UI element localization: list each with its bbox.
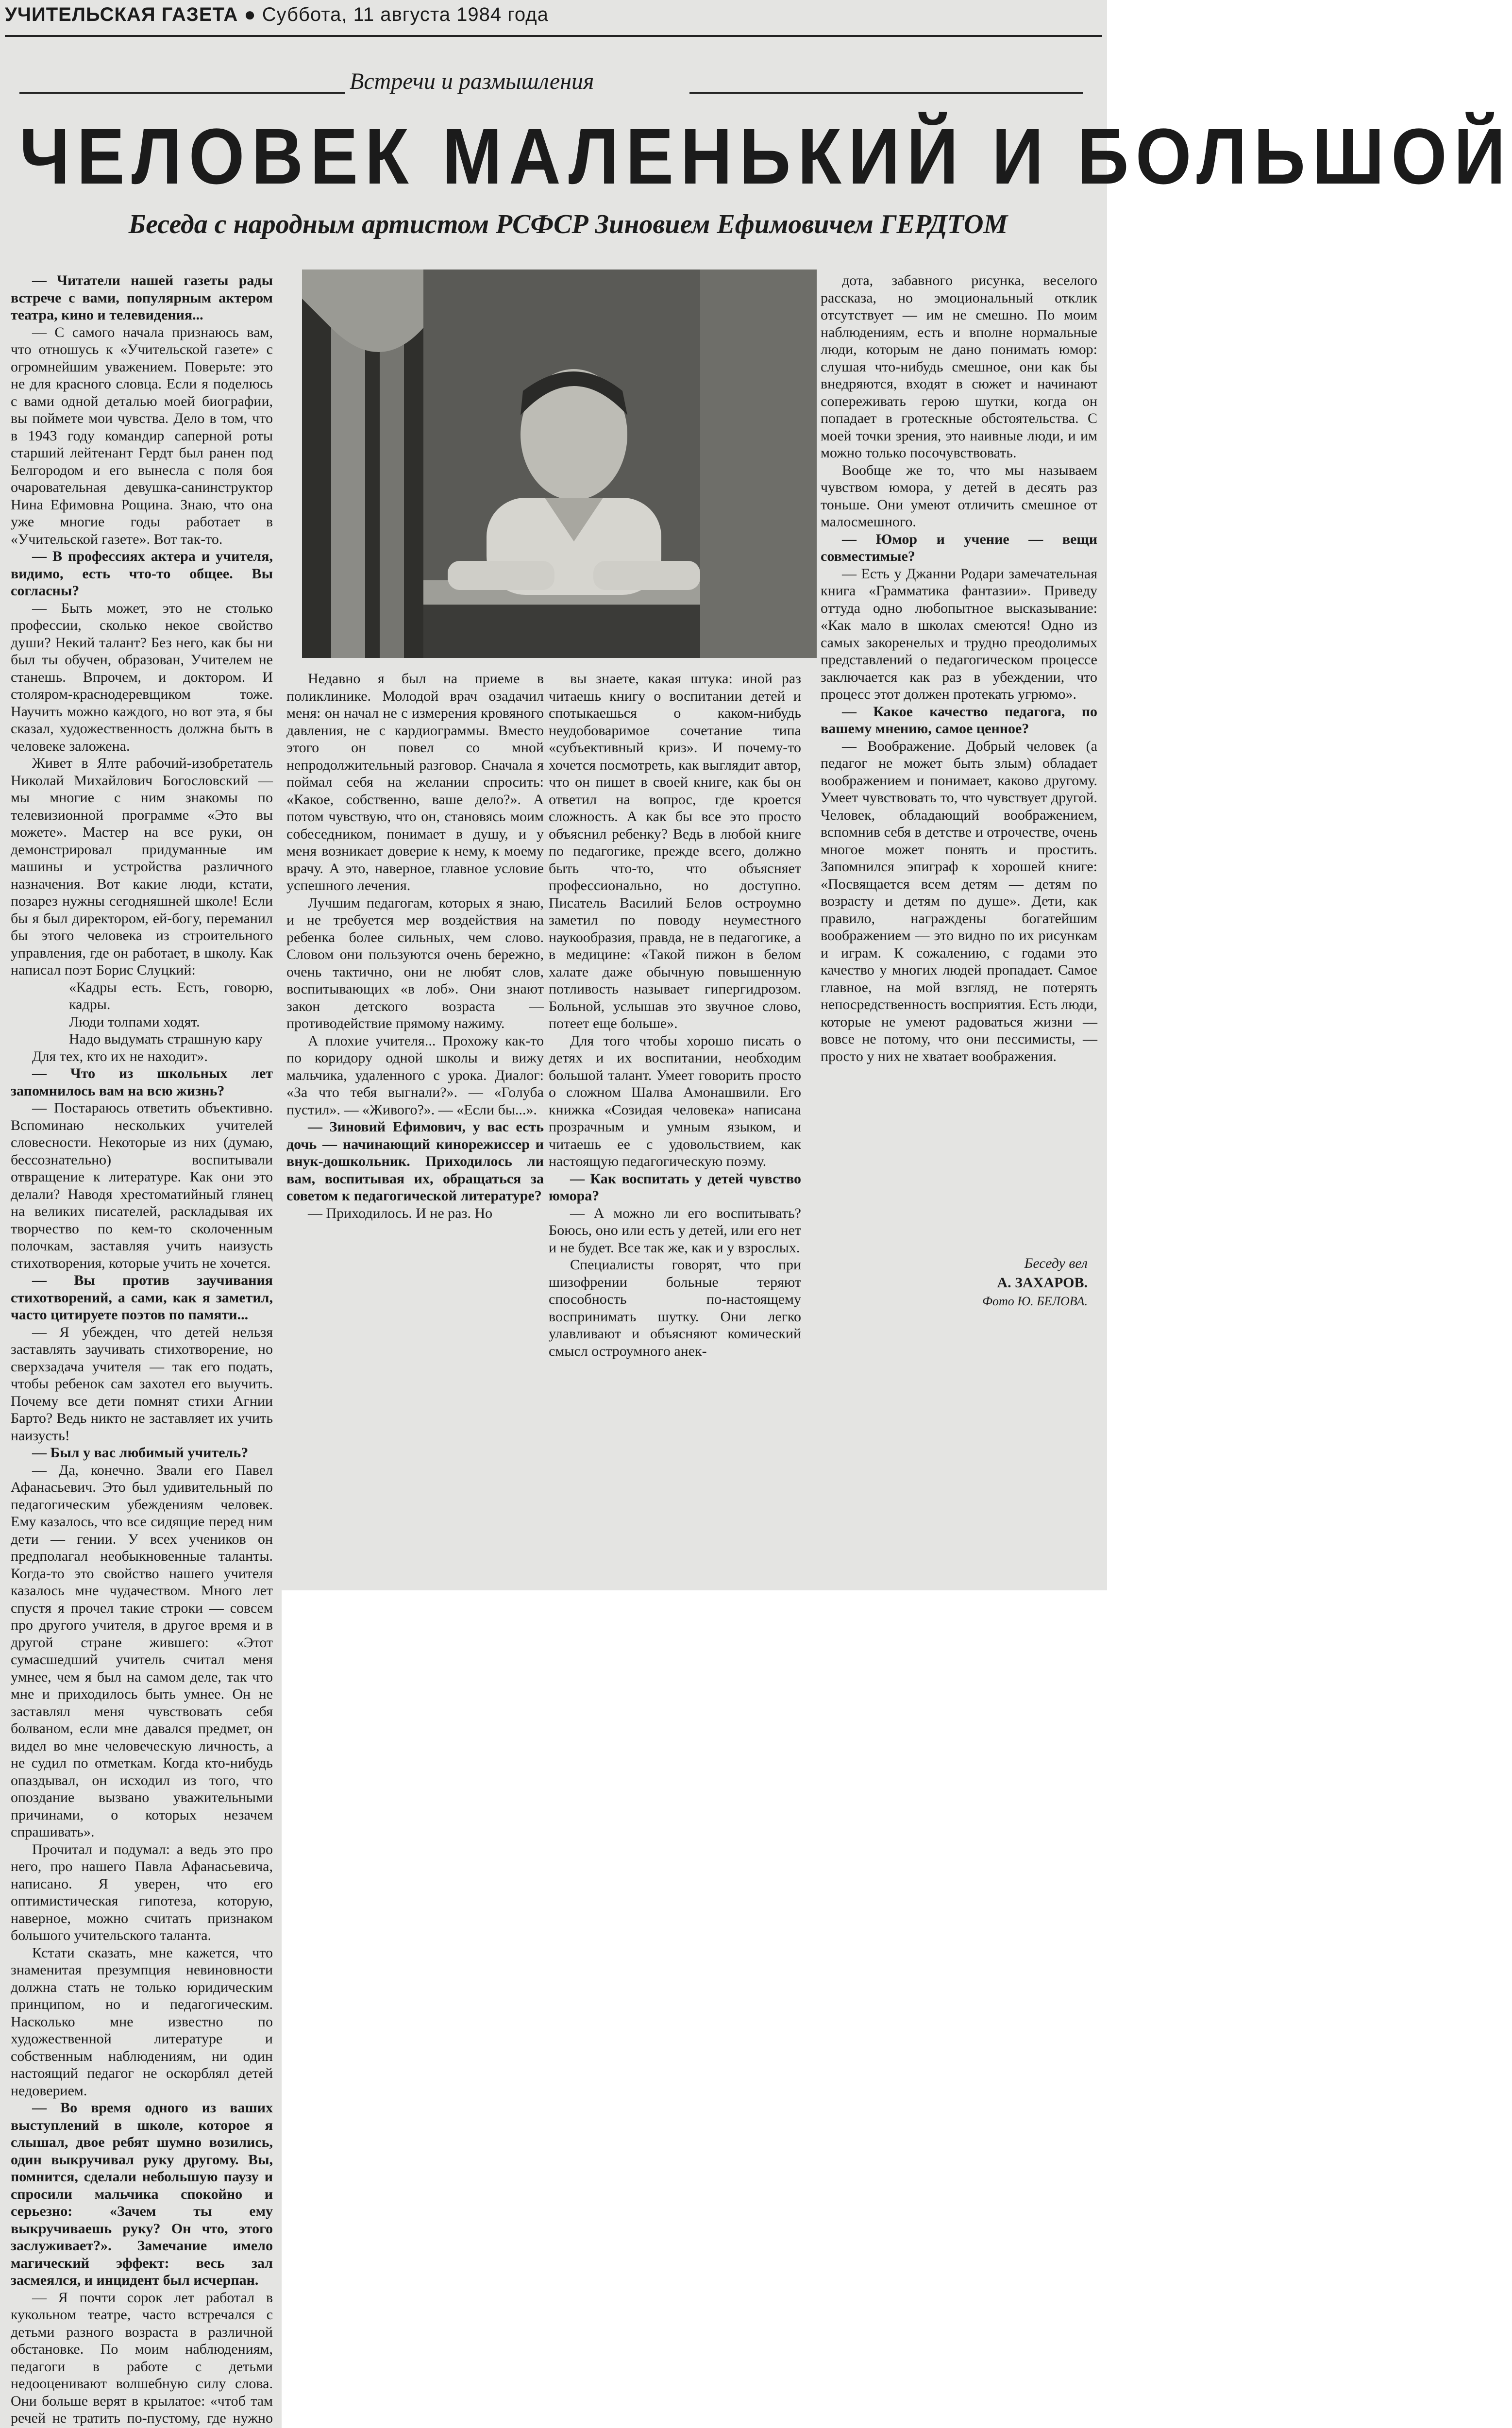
issue-date: Суббота, 11 августа 1984 года: [262, 4, 549, 25]
interview-question: — Что из школьных лет запомнилось вам на всю жизнь?: [11, 1065, 273, 1099]
article-paragraph: — Приходилось. И не раз. Но: [308, 1205, 493, 1221]
article-paragraph: Для тех, кто их не находит».: [32, 1048, 208, 1064]
article-paragraph: Живет в Ялте рабочий-изобретатель Николай Михайлович Богословский — мы многие с ним знакомы по телевизионной программе «Это вы можете». Мастер на все руки, он демонстрировал придуманные им машины и устройства различного назначения. Вот какие люди, кстати, позарез нужны сегодняшней школе! Если бы я был директором, ей-богу, переманил бы этого человека из строительного управления, где он работает, в школу. Как написал поэт Борис Слуцкий:: [11, 755, 273, 978]
interview-question: — Вы против заучивания стихотворений, а сами, как я заметил, часто цитируете поэтов по памяти...: [11, 1272, 273, 1323]
interview-question: — Зиновий Ефимович, у вас есть дочь — начинающий кинорежиссер и внук-дошкольник. Приходилось ли вам, воспитывая их, обращаться за советом к педагогической литературе?: [286, 1119, 544, 1204]
interview-question: — Читатели нашей газеты рады встрече с вами, популярным актером театра, кино и телевидения...: [11, 272, 273, 323]
article-paragraph: Для того чтобы хорошо писать о детях и их воспитании, необходим большой талант. Умеет говорить просто о сложном Шалва Амонашвили. Его книжка «Созидая человека» написана прозрачным и умным языком, и читаешь ее с удовольствием, как настоящую педагогическую поэму.: [549, 1032, 801, 1169]
article-paragraph: — Да, конечно. Звали его Павел Афанасьевич. Это был удивительный по педагогическим убеждениям человек. Ему казалось, что все сидящие перед ним дети — гении. У всех учеников он предполагал необыкновенные таланты. Когда-то это свойство нашего учителя казалось мне чудачеством. Много лет спустя я прочел такие строки — совсем про другого учителя, в другое время и в другой стране жившего: «Этот сумасшедший учитель считал меня умнее, чем я был на самом деле, так что мне и приходилось быть умнее. Он не заставлял меня чувствовать себя болваном, если мне давался предмет, он видел во мне человеческую личность, а не судил по отметкам. Когда кто-нибудь опаздывал, он исходил из того, что опоздание вызвано уважительными причинами, о которых незачем спрашивать».: [11, 1462, 273, 1840]
masthead-line: [5, 4, 549, 26]
headline: ЧЕЛОВЕК МАЛЕНЬКИЙ И БОЛЬШОЙ: [19, 112, 1512, 201]
article-paragraph: Прочитал и подумал: а ведь это про него, про нашего Павла Афанасьевича, написано. Я уверен, что его оптимистическая гипотеза, которую, наверное, можно считать признаком большого учительского таланта.: [11, 1841, 273, 1943]
portrait-photo-image: [302, 270, 817, 658]
subtitle: Беседа с народным артистом РСФСР Зиновием Ефимовичем ГЕРДТОМ: [128, 209, 1008, 239]
poem-line: Люди толпами ходят.: [69, 1013, 200, 1030]
masthead-bullet: ●: [244, 4, 256, 25]
signature-author: А. ЗАХАРОВ.: [997, 1275, 1088, 1291]
interview-question: — Юмор и учение — вещи совместимые?: [821, 531, 1097, 564]
article-paragraph: — Воображение. Добрый человек (а педагог не может быть злым) обладает воображением и понимает, каково другому. Умеет чувствовать то, что чувствует другой. Человек, обладающий воображением, вспомнив себя в детстве и отрочестве, очень многое может понять и простить. Запомнился эпиграф к хорошей книге: «Посвящается всем детям — детям по возрасту и детям по душе». Дети, как правило, награждены богатейшим воображением — это видно по их рисункам и играм. К сожалению, с годами это качество у многих людей пропадает. Самое главное, на мой взгляд, не потерять непосредственность восприятия. Есть люди, которые не умеют радоваться жизни — вовсе не потому, что они пессимисты, — просто у них не хватает воображения.: [821, 738, 1097, 1064]
interview-question: — Как воспитать у детей чувство юмора?: [549, 1170, 801, 1204]
masthead: УЧИТЕЛЬСКАЯ ГАЗЕТА: [5, 4, 238, 25]
article-paragraph: Специалисты говорят, что при шизофрении больные теряют способность по-настоящему воспринимать шутку. Они легко улавливают и объясняют комический смысл остроумного анек-: [549, 1257, 801, 1359]
interview-question: — В профессиях актера и учителя, видимо, есть что-то общее. Вы согласны?: [11, 548, 273, 599]
article-paragraph: вы знаете, какая штука: иной раз читаешь книгу о воспитании детей и спотыкаешься о каком-нибудь неудобоваримое сочетание типа «субъективный криз». И почему-то хочется посмотреть, как выглядит автор, что он пишет в своей книге, как бы он ответил на вопрос, где кроется сложность. А как бы все это просто объяснил ребенку? Ведь в любой книге по педагогике, прежде всего, должно быть что-то, что объясняет профессионально, но доступно. Писатель Василий Белов остроумно заметил по поводу неуместного наукообразия, правда, не в педагогике, а в медицине: «Такой пижон в белом халате даже обычную повышенную потливость называет гипергидрозом. Больной, услышав это звучное слово, потеет еще больше».: [549, 671, 801, 1031]
article-paragraph: Лучшим педагогам, которых я знаю, и не требуется мер воздействия на ребенка более сильных, чем слово. Словом они пользуются очень бережно, очень тактично, они не любят слов, воспитывающих «в лоб». Они знают закон детского возраста — противодействие прямому нажиму.: [286, 894, 544, 1031]
article-column-3: [549, 670, 801, 1583]
photo-credit: Фото Ю. БЕЛОВА.: [982, 1294, 1088, 1308]
article-paragraph: — Постараюсь ответить объективно. Вспоминаю нескольких учителей словесности. Некоторые из них (думаю, бессознательно) воспитывали отвращение к литературе. Как они это делали? Наводя хрестоматийный глянец на великих писателей, раскладывая их творчество по кем-то сколоченным полочкам, заставляя учить наизусть стихотворения, которые учить не хочется.: [11, 1100, 273, 1271]
article-paragraph: — А можно ли его воспитывать? Боюсь, оно или есть у детей, или его нет и не будет. Все так же, как и у взрослых.: [549, 1205, 801, 1256]
article-column-2: [286, 670, 544, 1583]
article-column-1: [11, 272, 273, 2428]
article-paragraph: — Есть у Джанни Родари замечательная книга «Грамматика фантазии». Приведу оттуда одно любопытное высказывание: «Как мало в школах смеются! Одно из самых закоренелых и трудно преодолимых представлений о педагогическом процессе заключается как раз в убеждении, что процесс этот должен протекать угрюмо».: [821, 565, 1097, 702]
interview-question: — Во время одного из ваших выступлений в школе, которое я слышал, двое ребят шумно возились, один выкручивал руку другому. Вы, помнится, сделали небольшую паузу и спросили мальчика спокойно и серьезно: «Зачем ты ему выкручиваешь руку? Он что, этого заслуживает?». Замечание имело магический эффект: весь зал засмеялся, и инцидент был исчерпан.: [11, 2100, 273, 2288]
poem-line: «Кадры есть. Есть, говорю, кадры.: [69, 979, 273, 1012]
article-paragraph: Кстати сказать, мне кажется, что знаменитая презумпция невиновности должна стать не только юридическим принципом, но и педагогическим. Насколько мне известно по художественной литературе и собственным наблюдениям, ни один настоящий педагог не оскорблял детей недоверием.: [11, 1944, 273, 2099]
article-paragraph: дота, забавного рисунка, веселого рассказа, но эмоциональный отклик отсутствует — им не смешно. По моим наблюдениям, есть и вполне нормальные люди, которым не дано понимать юмор: слушая что-нибудь смешное, они как бы внедряются, входят в сюжет и начинают сопереживать герою шутки, когда он попадает в гротескные обстоятельства. С моей точки зрения, это наивные люди, и им можно только посочувствовать.: [821, 272, 1097, 461]
article-paragraph: — Я убежден, что детей нельзя заставлять заучивать стихотворение, но сверхзадача учителя — так его подать, чтобы ребенок сам захотел его выучить. Почему все дети помнят стихи Агнии Барто? Ведь никто не заставляет их учить наизусть!: [11, 1324, 273, 1444]
article-paragraph: А плохие учителя... Прохожу как-то по коридору одной школы и вижу мальчика, удаленного с урока. Диалог: «За что тебя выгнали?». — «Голуба пустил». — «Живого?». — «Если бы...».: [286, 1032, 544, 1118]
rubric-rule-left: [19, 92, 345, 94]
signature-lead: Беседу вел: [1024, 1255, 1088, 1271]
article-paragraph: — С самого начала признаюсь вам, что отношусь к «Учительской газете» с огромнейшим уважением. Поверьте: это не для красного словца. Если я поделюсь с вами одной деталью моей биографии, вы поймете мои чувства. Дело в том, что в 1943 году командир саперной роты старший лейтенант Гердт был ранен под Белгородом и его вынесла с поля боя очаровательная девушка-санинструктор Нина Ефимовна Рощина. Знаю, что она уже многие годы работает в «Учительской газете». Вот так-то.: [11, 324, 273, 547]
masthead-rule: [5, 35, 1102, 37]
portrait-photo: [302, 270, 817, 658]
article-paragraph: — Быть может, это не столько профессии, сколько некое свойство души? Некий талант? Без него, как бы ни был ты обучен, образован, Учителем не станешь. Впрочем, и доктором. И столяром-краснодеревщиком тоже. Научить можно каждого, но вот эта, я бы сказал, художественность должна быть в человеке заложена.: [11, 600, 273, 754]
poem-line: Надо выдумать страшную кару: [69, 1031, 263, 1047]
article-paragraph: Вообще же то, что мы называем чувством юмора, у детей в десять раз тоньше. Они умеют отличить смешное от малосмешного.: [821, 462, 1097, 530]
article-paragraph: — Я почти сорок лет работал в кукольном театре, часто встречался с детьми разного возраста в различной обстановке. По моим наблюдениям, педагоги в работе с детьми недооценивают волшебную силу слова. Они больше верят в крылатое: «чтоб там речей не тратить по-пустому, где нужно: [11, 2289, 273, 2426]
article-paragraph: Недавно я был на приеме в поликлинике. Молодой врач озадачил меня: он начал не с измерения кровяного давления, не с кардиограммы. Вместо этого он повел со мной непродолжительный разговор. Сначала я поймал себя на желании спросить: «Какое, собственно, ваше дело?». А потом чувствую, что он, становясь моим собеседником, понимает в душу, и у меня возникает доверие к нему, к моему врачу. А это, наверное, главное условие успешного лечения.: [286, 671, 544, 894]
interview-question: — Какое качество педагога, по вашему мнению, самое ценное?: [821, 703, 1097, 737]
interview-question: — Был у вас любимый учитель?: [32, 1445, 249, 1461]
rubric-rule-right: [689, 92, 1083, 94]
rubric: Встречи и размышления: [350, 68, 594, 94]
